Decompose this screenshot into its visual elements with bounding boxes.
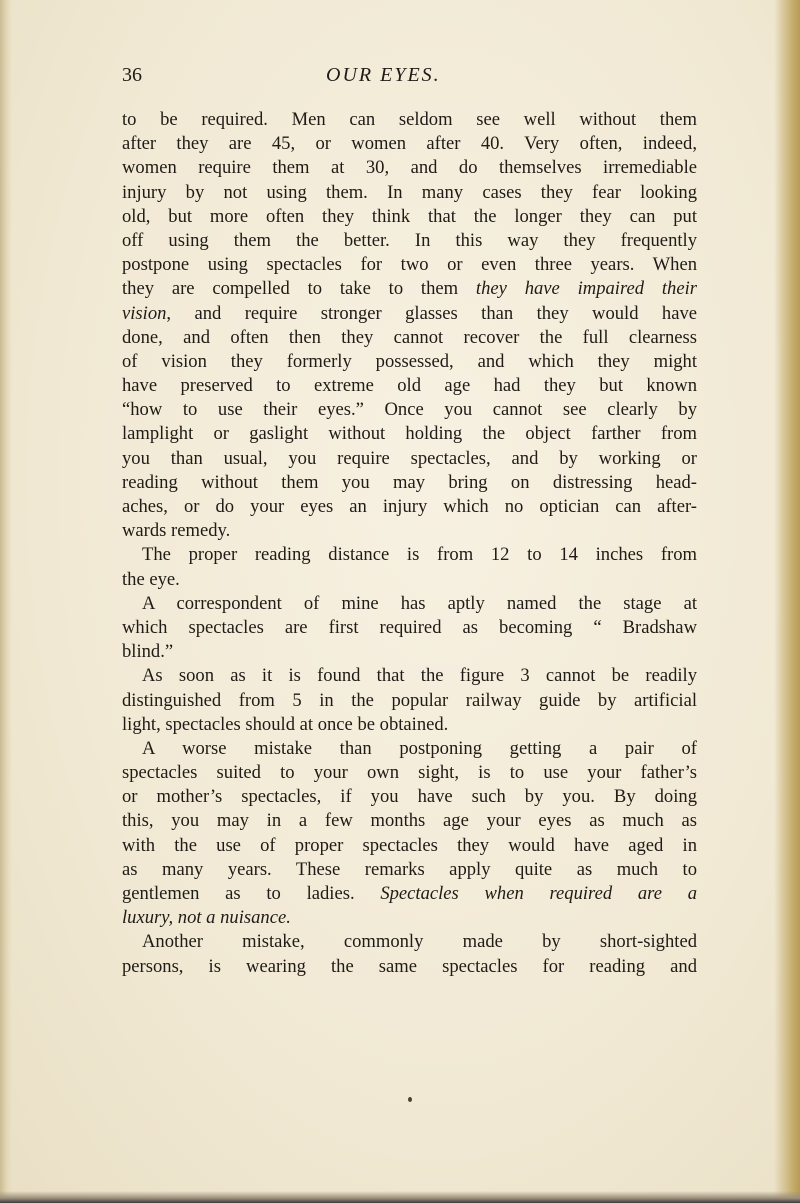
- paragraph-first-line: Another mistake, commonly made by short-sighted: [142, 931, 697, 953]
- text-line: to be required. Men can seldom see well without them: [122, 109, 697, 130]
- text-line: injury by not using them. In many cases they fear looking: [122, 181, 697, 203]
- text-line: with the use of proper spectacles they would have aged in: [122, 834, 697, 856]
- text-line: you than usual, you require spectacles, and by working or: [122, 447, 697, 469]
- text-line: or mother’s spectacles, if you have such by you. By doing: [122, 786, 697, 808]
- text-line: [122, 277, 697, 301]
- paragraph-first-line: As soon as it is found that the figure 3 cannot be readily: [142, 665, 697, 687]
- text-run: , and require stronger glasses than they would have: [166, 302, 697, 324]
- italic-emphasis: luxury, not a nuisance.: [122, 907, 291, 929]
- text-line: which spectacles are first required as becoming “ Bradshaw: [122, 616, 697, 638]
- page-number: 36: [122, 64, 142, 86]
- text-line: “how to use their eyes.” Once you cannot see clearly by: [122, 399, 697, 421]
- text-line: have preserved to extreme old age had they but known: [122, 375, 697, 397]
- paragraph-first-line: A worse mistake than postponing getting a pair of: [142, 737, 697, 759]
- text-line: postpone using spectacles for two or even three years. When: [122, 254, 697, 276]
- paragraph-first-line: A correspondent of mine has aptly named the stage at: [142, 592, 697, 614]
- text-line: old, but more often they think that the longer they can put: [122, 205, 697, 227]
- text-line: done, and often then they cannot recover the full clearness: [122, 326, 697, 348]
- text-run: gentlemen as to ladies.: [122, 883, 381, 904]
- text-line: as many years. These remarks apply quite as much to: [122, 858, 697, 880]
- text-line: [122, 906, 697, 930]
- running-head: OUR EYES.: [326, 64, 441, 86]
- ink-speck: [408, 1097, 412, 1102]
- text-line: women require them at 30, and do themselves irremediable: [122, 157, 697, 179]
- text-line: light, spectacles should at once be obtained.: [122, 713, 449, 735]
- text-line: this, you may in a few months age your eyes as much as: [122, 810, 697, 832]
- page-right-edge: [774, 0, 800, 1203]
- body-text: [122, 108, 697, 979]
- page-bottom-edge: [0, 1191, 800, 1203]
- italic-emphasis: they have impaired their: [475, 278, 697, 300]
- text-line: distinguished from 5 in the popular railway guide by artificial: [122, 689, 697, 711]
- text-line: [122, 302, 697, 326]
- text-line: after they are 45, or women after 40. Very often, indeed,: [122, 133, 697, 155]
- text-line: lamplight or gaslight without holding the object farther from: [122, 423, 697, 445]
- text-line: blind.”: [122, 641, 174, 663]
- text-line: wards remedy.: [122, 520, 231, 542]
- page-header: [122, 64, 692, 92]
- text-run: they are compelled to take to them: [122, 278, 476, 300]
- text-line: of vision they formerly possessed, and which they might: [122, 350, 697, 372]
- text-line: reading without them you may bring on distressing head-: [122, 471, 697, 493]
- italic-emphasis: Spectacles when required are a: [380, 883, 697, 904]
- text-line: [122, 882, 697, 906]
- paragraph-first-line: The proper reading distance is from 12 to 14 inches from: [142, 544, 697, 566]
- text-line: the eye.: [122, 568, 180, 590]
- text-line: spectacles suited to your own sight, is to use your father’s: [122, 762, 697, 784]
- italic-emphasis: vision: [122, 302, 167, 324]
- text-line: persons, is wearing the same spectacles for reading and: [122, 955, 697, 977]
- text-line: off using them the better. In this way they frequently: [122, 229, 697, 251]
- page-left-edge: [0, 0, 12, 1203]
- text-line: aches, or do your eyes an injury which no optician can after-: [122, 496, 697, 517]
